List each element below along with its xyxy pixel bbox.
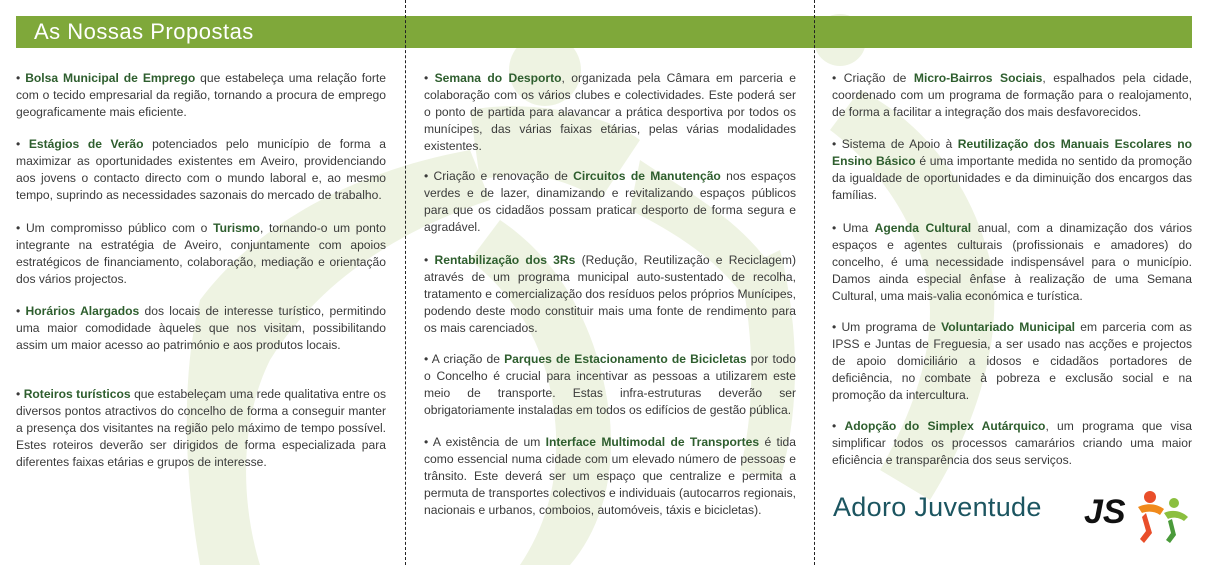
proposal-item: • Semana do Desporto, organizada pela Câmara em parceria e colaboração com os vários clubes e colectividades. Este poderá ser o ponto de partida para alavancar a prática desportiva por todos os munícipes, das várias faixas etárias, pelas várias modalidades existentes. xyxy=(424,71,796,153)
proposal-item: • Bolsa Municipal de Emprego que estabeleça uma relação forte com o tecido empresarial da região, tornando a procura de emprego geograficamente mais eficiente. xyxy=(16,71,386,119)
logo-text: JS xyxy=(1084,493,1126,531)
column-divider xyxy=(814,0,815,565)
proposal-item: • Uma Agenda Cultural anual, com a dinamização dos vários espaços e agentes culturais (profissionais e amadores) do concelho, é uma necessidade indispensável para o município. Damos ainda especial ênfase à realização de uma Semana Cultural, uma mais-valia económica e turística. xyxy=(832,221,1192,303)
proposal-item: • Roteiros turísticos que estabeleçam uma rede qualitativa entre os diversos pontos atractivos do concelho de forma a conseguir manter a presença dos visitantes na região pelo máximo de tempo possível. Estes roteiros deverão ser dirigidos de forma especializada para diferentes faixas etárias e grupos de interesse. xyxy=(16,387,386,469)
proposal-item: • Criação e renovação de Circuitos de Manutenção nos espaços verdes e de lazer, dinamizando e revitalizando espaços públicos para que os cidadãos possam praticar desporto de forma segura e agradável. xyxy=(424,169,796,234)
proposal-item: • Estágios de Verão potenciados pelo município de forma a maximizar as oportunidades existentes em Aveiro, providenciando aos jovens o contacto directo com o mundo laboral e, ao mesmo tempo, suprindo as necessidades sazonais do mercado de trabalho. xyxy=(16,137,386,202)
proposal-item: • A existência de um Interface Multimodal de Transportes é tida como essencial numa cidade com um elevado número de pessoas e trânsito. Este deverá ser um espaço que centralize e permita a permuta de transportes colectivos e individuais (autocarros regionais, nacionais e urbanos, comboios, automóveis, táxis e bicicletas). xyxy=(424,435,796,517)
proposal-item: • Rentabilização dos 3Rs (Redução, Reutilização e Reciclagem) através de um programa municipal auto-sustentado de recolha, tratamento e comercialização dos resíduos pelos próprios Munícipes, podendo deste modo constituir mais uma fonte de rendimento para os mais carenciados. xyxy=(424,253,796,335)
proposal-item: • Um compromisso público com o Turismo, tornando-o um ponto integrante na estratégia de Aveiro, conjuntamente com apoios estratégicos de financiamento, colaboração, mediação e orientação dos vários projectos. xyxy=(16,221,386,286)
proposal-item: • Um programa de Voluntariado Municipal em parceria com as IPSS e Juntas de Freguesia, a ser usado nas acções e projectos de apoio domiciliário a idosos e cidadãos portadores de deficiência, no combate à pobreza e exclusão social e na promoção da intercultura. xyxy=(832,320,1192,402)
proposal-item: • Criação de Micro-Bairros Sociais, espalhados pela cidade, coordenado com um programa de formação para o realojamento, de forma a facilitar a integração dos mais desfavorecidos. xyxy=(832,71,1192,119)
proposal-item: • Horários Alargados dos locais de interesse turístico, permitindo uma maior comodidade àqueles que nos visitam, possibilitando assim um maior acesso ao património e aos produtos locais. xyxy=(16,304,386,352)
proposal-item: • A criação de Parques de Estacionamento de Bicicletas por todo o Concelho é crucial para incentivar as pessoas a utilizarem este meio de transporte. Estas infra-estruturas deverão ser obrigatoriamente instaladas em todos os edifícios de gestão pública. xyxy=(424,352,796,417)
brand-tagline: Adoro Juventude xyxy=(833,492,1042,522)
js-logo xyxy=(1080,485,1192,549)
column-divider xyxy=(405,0,406,565)
proposal-item: • Sistema de Apoio à Reutilização dos Manuais Escolares no Ensino Básico é uma importante medida no sentido da promoção da igualdade de oportunidades e da diminuição dos encargos das famílias. xyxy=(832,137,1192,202)
proposal-item: • Adopção do Simplex Autárquico, um programa que visa simplificar todos os processos camarários criando uma maior eficiência e transparência dos seus serviços. xyxy=(832,419,1192,467)
page-title: As Nossas Propostas xyxy=(34,19,254,44)
